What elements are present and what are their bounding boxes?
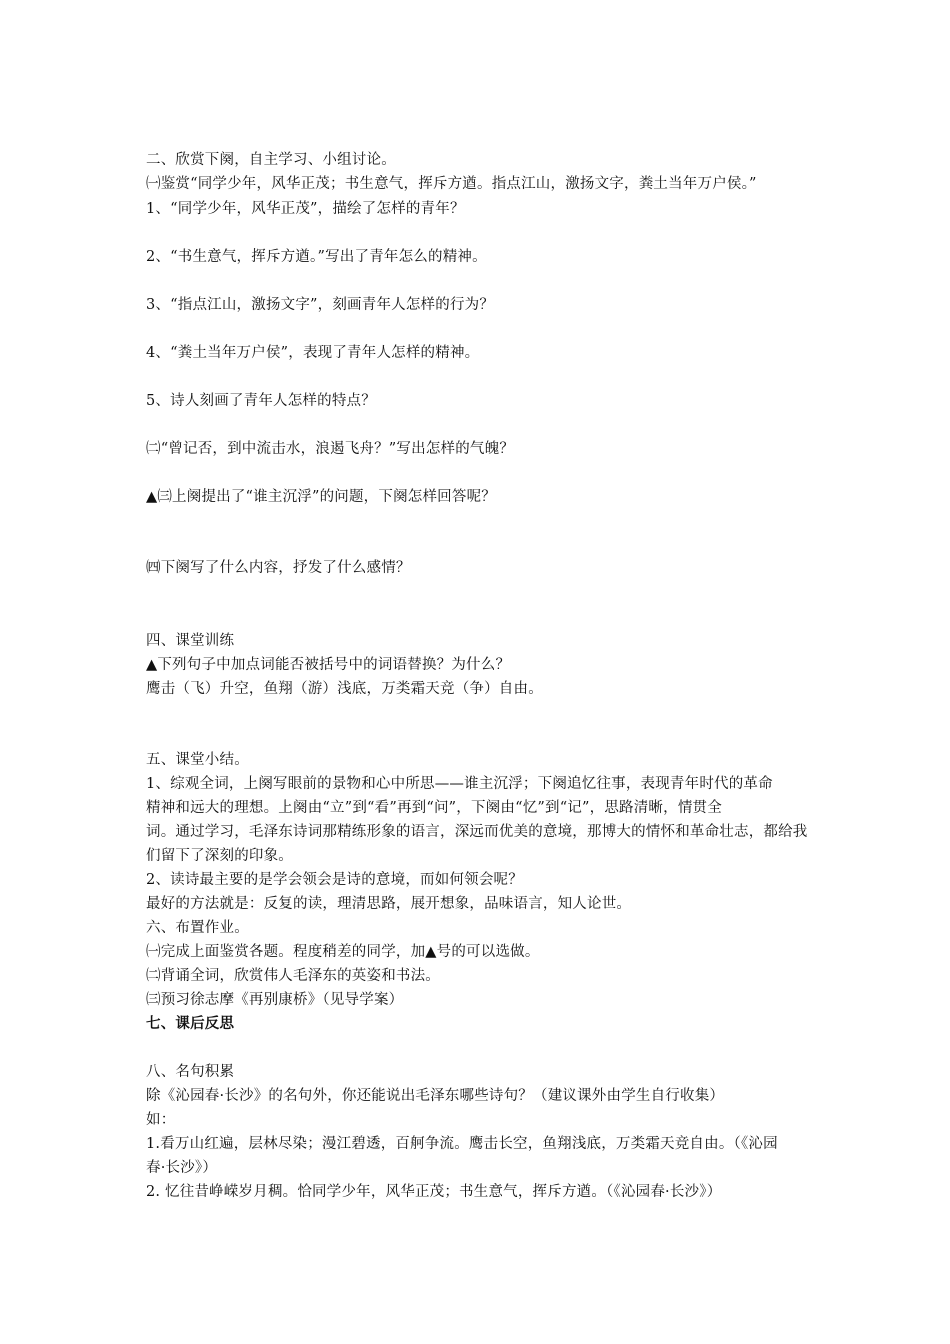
summary-1-line-1: 1、综观全词，上阕写眼前的景物和心中所思——谁主沉浮；下阕追忆往事，表现青年时代的革命 xyxy=(146,776,773,792)
summary-2: 2、读诗最主要的是学会领会是诗的意境，而如何领会呢？ xyxy=(146,872,523,888)
question-part-4: ㈣下阕写了什么内容，抒发了什么感情？ xyxy=(146,560,411,576)
homework-3: ㈢预习徐志摩《再别康桥》（见导学案） xyxy=(146,992,404,1008)
exercise-sentence: 鹰击（飞）升空，鱼翔（游）浅底，万类霜天竞（争）自由。 xyxy=(146,681,543,697)
exercise-prompt: ▲下列句子中加点词能否被括号中的词语替换？为什么？ xyxy=(146,657,511,673)
quote-1-line-1: 1.看万山红遍，层林尽染；漫江碧透，百舸争流。鹰击长空，鱼翔浅底，万类霜天竞自由。（《沁园 xyxy=(146,1136,778,1152)
homework-2: ㈡背诵全词，欣赏伟人毛泽东的英姿和书法。 xyxy=(146,968,440,984)
question-part-2: ㈡“曾记否，到中流击水，浪遏飞舟？”写出怎样的气魄？ xyxy=(146,441,515,457)
question-3: 3、“指点江山，激扬文字”，刻画青年人怎样的行为？ xyxy=(146,297,495,313)
section-2-heading: 二、欣赏下阕，自主学习、小组讨论。 xyxy=(146,152,396,168)
question-5: 5、诗人刻画了青年人怎样的特点？ xyxy=(146,393,376,409)
quote-2: 2. 忆往昔峥嵘岁月稠。恰同学少年，风华正茂；书生意气，挥斥方遒。（《沁园春·长沙》） xyxy=(146,1184,722,1200)
quotes-example-label: 如： xyxy=(146,1112,176,1128)
section-5-heading: 五、课堂小结。 xyxy=(146,752,249,768)
summary-1-line-2: 精神和远大的理想。上阕由“立”到“看”再到“问”，下阕由“忆”到“记”，思路清晰，情贯全 xyxy=(146,800,722,816)
question-1: 1、“同学少年，风华正茂”，描绘了怎样的青年？ xyxy=(146,201,465,217)
question-2: 2、“书生意气，挥斥方遒。”写出了青年怎么的精神。 xyxy=(146,249,487,265)
appreciation-prompt: ㈠鉴赏“同学少年，风华正茂；书生意气，挥斥方遒。指点江山，激扬文字，粪土当年万户侯。” xyxy=(146,176,757,192)
section-8-heading: 八、名句积累 xyxy=(146,1064,235,1080)
summary-2-answer: 最好的方法就是：反复的读，理清思路，展开想象，品味语言，知人论世。 xyxy=(146,896,632,912)
question-part-3: ▲㈢上阕提出了“谁主沉浮”的问题，下阕怎样回答呢？ xyxy=(146,489,496,505)
quote-1-line-2: 春·长沙》） xyxy=(146,1160,218,1176)
quotes-intro: 除《沁园春·长沙》的名句外，你还能说出毛泽东哪些诗句？（建议课外由学生自行收集） xyxy=(146,1088,725,1104)
section-6-heading: 六、布置作业。 xyxy=(146,920,249,936)
summary-1-line-3: 词。通过学习，毛泽东诗词那精练形象的语言，深远而优美的意境，那博大的情怀和革命壮志，都给我 xyxy=(146,824,808,840)
section-4-heading: 四、课堂训练 xyxy=(146,633,235,649)
section-7-heading: 七、课后反思 xyxy=(146,1015,235,1032)
homework-1: ㈠完成上面鉴赏各题。程度稍差的同学，加▲号的可以选做。 xyxy=(146,944,540,960)
question-4: 4、“粪土当年万户侯”，表现了青年人怎样的精神。 xyxy=(146,345,480,361)
summary-1-line-4: 们留下了深刻的印象。 xyxy=(146,848,293,864)
